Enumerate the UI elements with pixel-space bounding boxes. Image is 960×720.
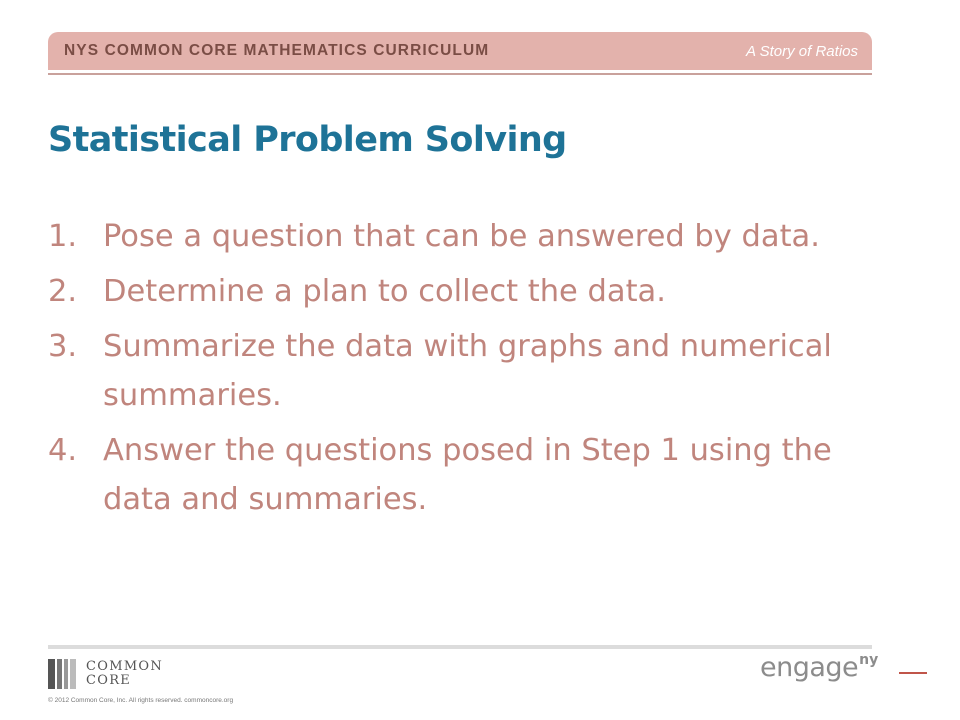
step-number: 1. [48, 219, 78, 254]
header-band [48, 32, 872, 70]
step-item [48, 267, 878, 316]
engage-ny-superscript: ny [859, 652, 879, 668]
header-divider [48, 73, 872, 75]
engage-ny-logo [760, 652, 878, 692]
step-text: Pose a question that can be answered by data. [103, 219, 820, 254]
step-text: Determine a plan to collect the data. [103, 274, 666, 309]
common-core-wordmark [86, 660, 163, 688]
common-core-mark-icon [48, 659, 78, 689]
step-item [48, 212, 878, 261]
logo-line-1: COMMON [86, 659, 164, 674]
page-marker [899, 672, 927, 674]
step-number: 4. [48, 433, 78, 468]
copyright-notice: © 2012 Common Core, Inc. All rights reserved. commoncore.org [48, 697, 234, 704]
footer-divider [48, 645, 872, 649]
step-number: 3. [48, 329, 78, 364]
steps-list [48, 212, 878, 530]
step-number: 2. [48, 274, 78, 309]
logo-bar [64, 659, 69, 689]
curriculum-title: NYS COMMON CORE MATHEMATICS CURRICULUM [64, 42, 490, 59]
engage-wordmark: engage [760, 652, 859, 683]
slide-title: Statistical Problem Solving [48, 120, 567, 160]
step-text: Answer the questions posed in Step 1 using the data and summaries. [103, 433, 832, 517]
step-text: Summarize the data with graphs and numerical summaries. [103, 329, 832, 413]
logo-bar [57, 659, 62, 689]
logo-bar [70, 659, 76, 689]
common-core-logo [48, 659, 163, 689]
step-item [48, 322, 878, 420]
logo-bar [48, 659, 55, 689]
story-title: A Story of Ratios [746, 42, 858, 60]
step-item [48, 426, 878, 524]
logo-line-2: CORE [86, 673, 132, 688]
